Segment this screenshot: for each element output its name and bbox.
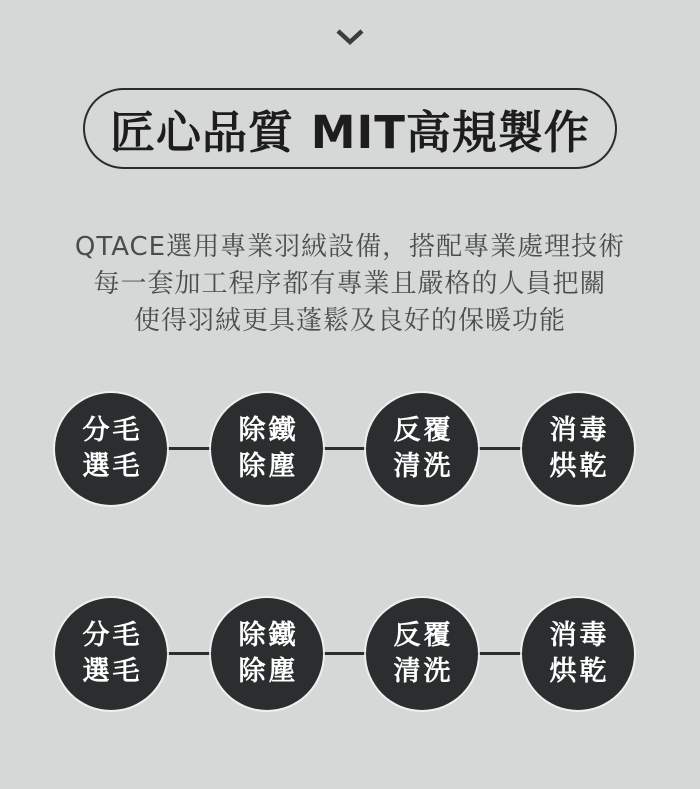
step-label-line: 消毒 — [549, 415, 610, 446]
process-step-deironing — [211, 598, 323, 710]
step-label-line: 選毛 — [82, 451, 143, 482]
step-label-line: 除塵 — [238, 656, 299, 687]
step-label-line: 烘乾 — [549, 656, 610, 687]
step-label-line: 清洗 — [393, 656, 454, 687]
process-connector-line — [111, 447, 578, 450]
process-connector-line — [111, 652, 578, 655]
process-step-drying — [522, 393, 634, 505]
description-line-1: QTACE選用專業羽絨設備，搭配專業處理技術 — [74, 232, 626, 262]
process-step-washing — [366, 393, 478, 505]
step-label-line: 除鐵 — [238, 415, 299, 446]
process-step-sorting — [55, 598, 167, 710]
section-title: 匠心品質 MIT高規製作 — [110, 106, 590, 159]
step-label-line: 反覆 — [393, 620, 454, 651]
step-label-line: 清洗 — [393, 451, 454, 482]
step-label-line: 選毛 — [82, 656, 143, 687]
step-label-line: 分毛 — [82, 415, 143, 446]
description-line-3: 使得羽絨更具蓬鬆及良好的保暖功能 — [133, 306, 566, 336]
step-label-line: 除塵 — [238, 451, 299, 482]
process-step-sorting — [55, 393, 167, 505]
process-step-washing — [366, 598, 478, 710]
section-description — [0, 229, 700, 340]
process-step-deironing — [211, 393, 323, 505]
step-label-line: 除鐵 — [238, 620, 299, 651]
step-label-line: 分毛 — [82, 620, 143, 651]
process-row-2 — [0, 598, 700, 710]
section-title-badge — [83, 88, 617, 169]
step-label-line: 反覆 — [393, 415, 454, 446]
step-label-line: 烘乾 — [549, 451, 610, 482]
process-step-drying — [522, 598, 634, 710]
step-label-line: 消毒 — [549, 620, 610, 651]
process-row-1 — [0, 393, 700, 505]
chevron-down-icon[interactable] — [335, 28, 365, 46]
description-line-2: 每一套加工程序都有專業且嚴格的人員把關 — [93, 269, 607, 299]
